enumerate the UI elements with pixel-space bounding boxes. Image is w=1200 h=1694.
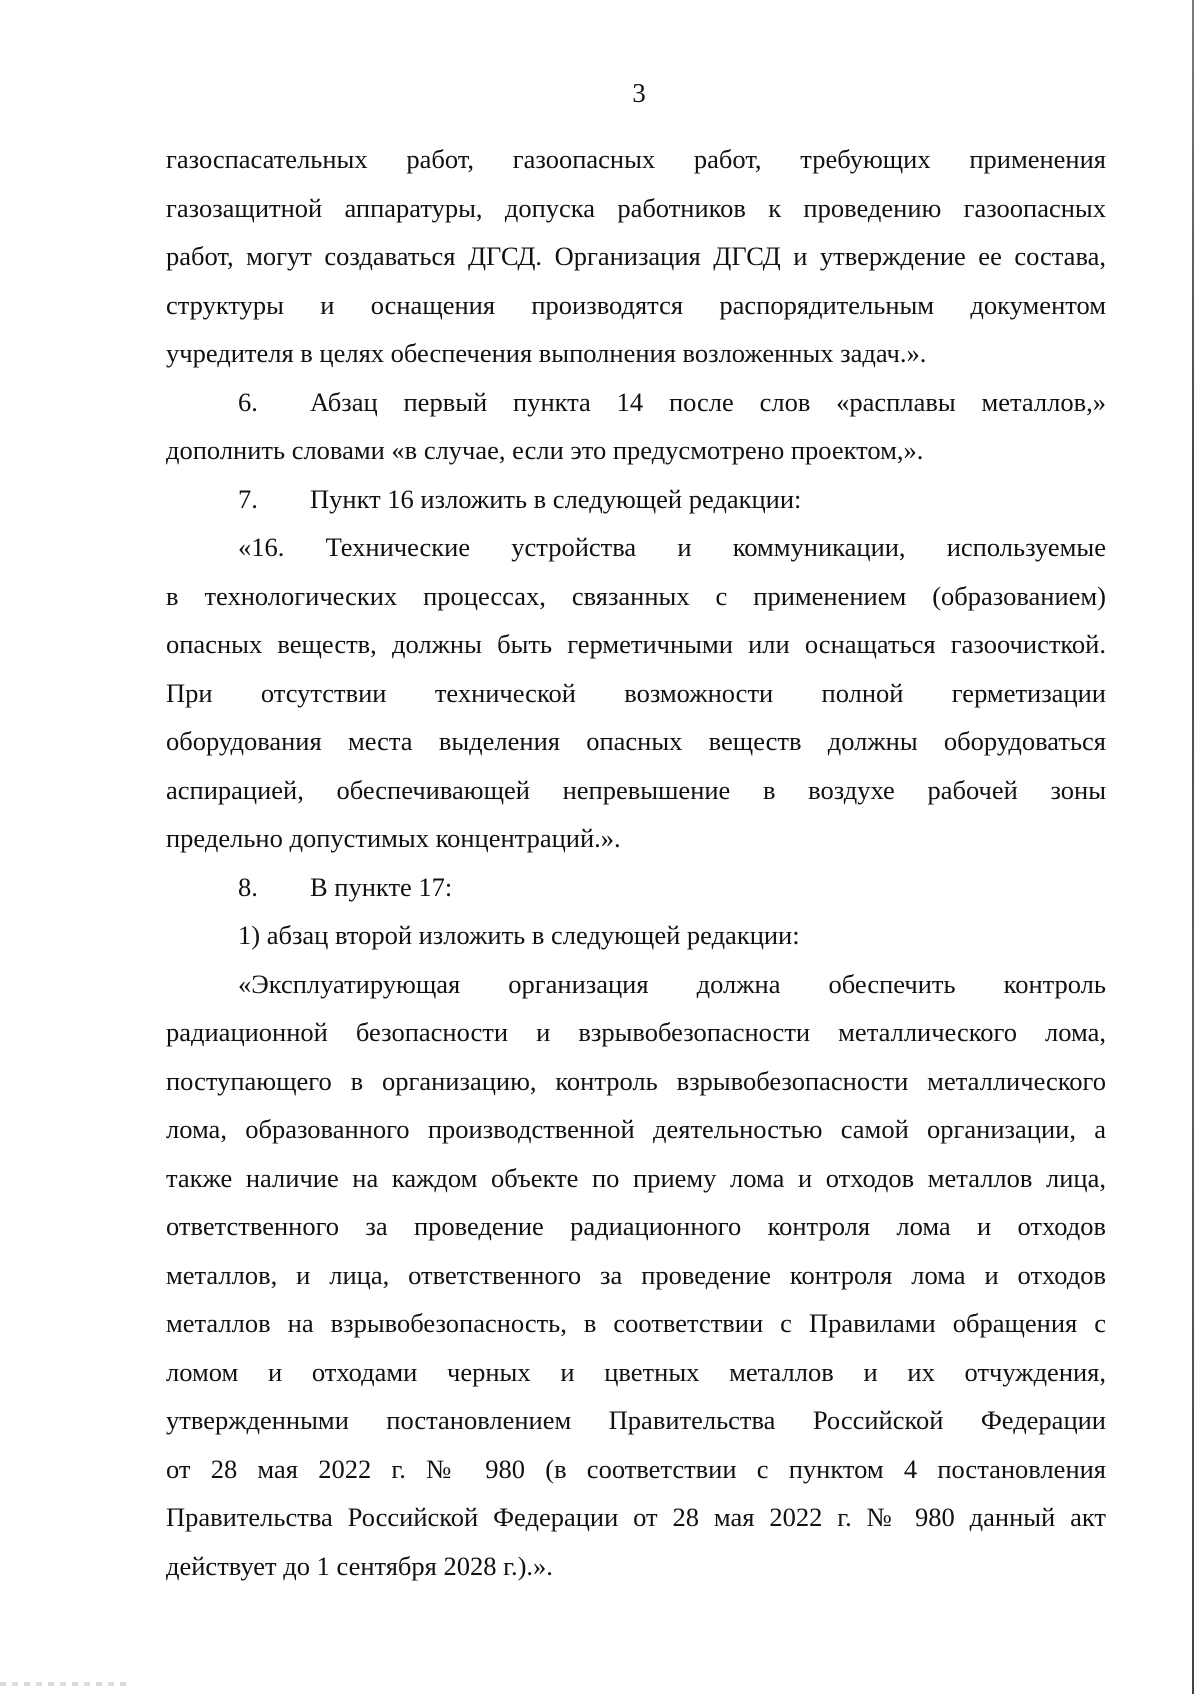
text-line: ответственного за проведение радиационного контроля лома и отходов <box>166 1211 1106 1241</box>
text-line: 1) абзац второй изложить в следующей редакции: <box>238 920 800 950</box>
item-7-line <box>166 475 1106 524</box>
text-line: Абзац первый пункта 14 после слов «расплавы металлов,» <box>310 386 1106 417</box>
text-line: металлов на взрывобезопасность, в соответствии с Правилами обращения с <box>166 1308 1106 1338</box>
text-line: «Эксплуатирующая организация должна обеспечить контроль <box>238 968 1106 999</box>
text-line: металлов, и лица, ответственного за проведение контроля лома и отходов <box>166 1259 1106 1290</box>
text-line: газоспасательных работ, газоопасных работ, требующих применения <box>166 144 1106 174</box>
item-number: 7. <box>238 483 258 514</box>
text-line: учредителя в целях обеспечения выполнения возложенных задач.». <box>166 338 927 368</box>
text-line: радиационной безопасности и взрывобезопасности металлического лома, <box>166 1017 1106 1047</box>
text-line: структуры и оснащения производятся распорядительным документом <box>166 289 1106 320</box>
item-6-first-line <box>166 378 1106 427</box>
page-number: 3 <box>632 78 646 108</box>
text-line: газозащитной аппаратуры, допуска работников к проведению газоопасных <box>166 192 1106 223</box>
text-line: поступающего в организацию, контроль взрывобезопасности металлического <box>166 1065 1106 1096</box>
document-body <box>166 135 1106 1590</box>
text-line: от 28 мая 2022 г. № 980 (в соответствии с пунктом 4 постановления <box>166 1453 1106 1484</box>
text-line: утвержденными постановлением Правительства Российской Федерации <box>166 1405 1106 1435</box>
item-number: 8. <box>238 871 258 902</box>
text-line: ломом и отходами черных и цветных металлов и их отчуждения, <box>166 1356 1106 1387</box>
text-line: Правительства Российской Федерации от 28 мая 2022 г. № 980 данный акт <box>166 1502 1106 1532</box>
text-line: предельно допустимых концентраций.». <box>166 823 621 853</box>
text-line: лома, образованного производственной деятельностью самой организации, а <box>166 1114 1106 1144</box>
text-line: дополнить словами «в случае, если это предусмотрено проектом,». <box>166 435 924 465</box>
scan-artifact <box>0 1682 130 1686</box>
text-line: также наличие на каждом объекте по приему лома и отходов металлов лица, <box>166 1162 1106 1193</box>
text-line: работ, могут создаваться ДГСД. Организация ДГСД и утверждение ее состава, <box>166 241 1106 271</box>
text-line: аспирацией, обеспечивающей непревышение в воздухе рабочей зоны <box>166 774 1106 805</box>
item-number: 6. <box>238 386 258 417</box>
text-line: оборудования места выделения опасных веществ должны оборудоваться <box>166 726 1106 756</box>
text-line: В пункте 17: <box>310 871 453 902</box>
scan-edge <box>1192 0 1194 1694</box>
text-line: При отсутствии технической возможности полной герметизации <box>166 677 1106 708</box>
text-line: в технологических процессах, связанных с применением (образованием) <box>166 580 1106 611</box>
text-line: опасных веществ, должны быть герметичными или оснащаться газоочисткой. <box>166 629 1106 659</box>
item-8-line <box>166 863 1106 912</box>
text-line: действует до 1 сентября 2028 г.).». <box>166 1550 553 1581</box>
text-line: «16. Технические устройства и коммуникации, используемые <box>238 532 1106 562</box>
text-line: Пункт 16 изложить в следующей редакции: <box>310 483 802 514</box>
